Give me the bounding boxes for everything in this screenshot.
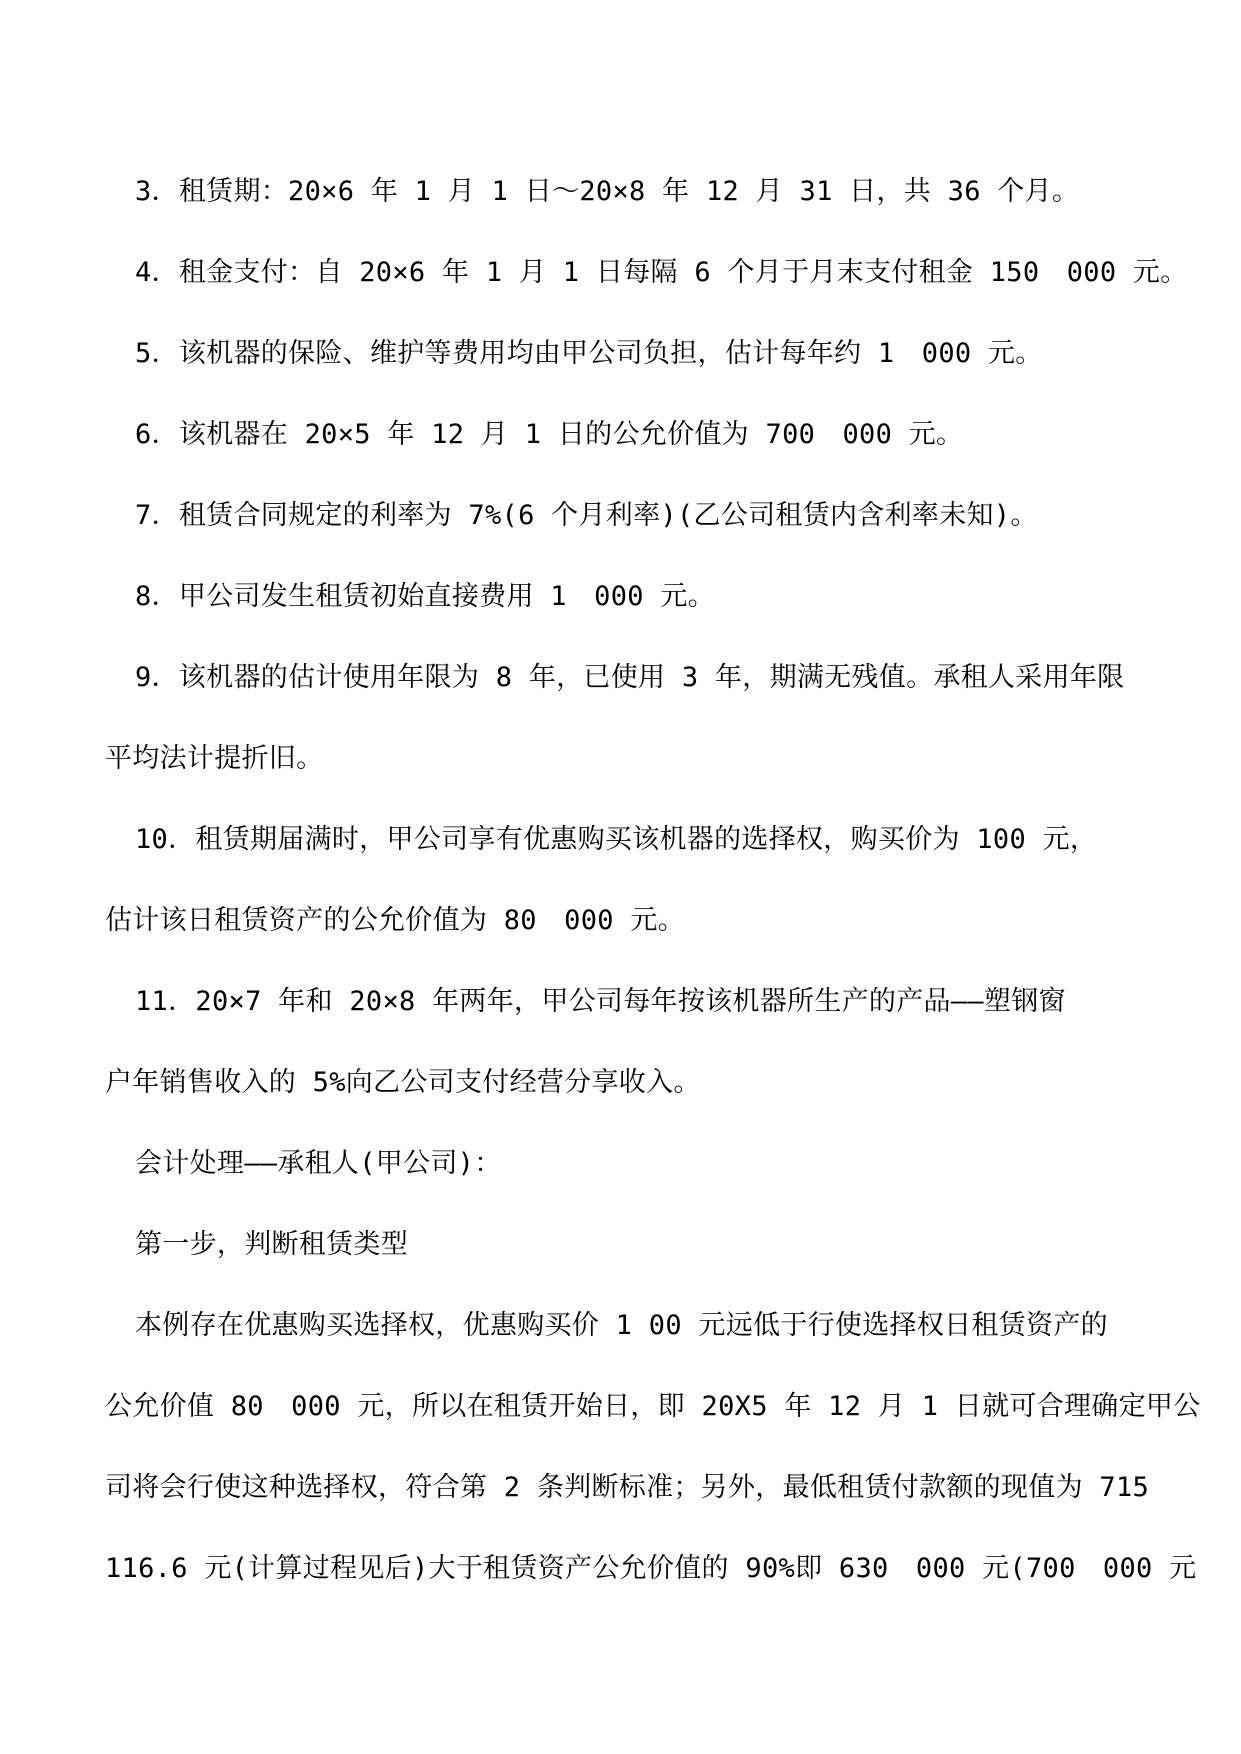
paragraph-insurance-maintenance: 5．该机器的保险、维护等费用均由甲公司负担，估计每年约 1 000 元。 — [135, 338, 1043, 369]
paragraph-purchase-option-cont: 估计该日租赁资产的公允价值为 80 000 元。 — [105, 905, 685, 936]
paragraph-rent-payment: 4．租金支付：自 20×6 年 1 月 1 日每隔 6 个月于月末支付租金 150 000 元。 — [135, 257, 1188, 288]
paragraph-analysis-2: 公允价值 80 000 元，所以在租赁开始日，即 20X5 年 12 月 1 日就可合理确定甲公 — [105, 1391, 1201, 1422]
paragraph-purchase-option: 10．租赁期届满时，甲公司享有优惠购买该机器的选择权，购买价为 100 元， — [135, 824, 1098, 855]
paragraph-initial-direct-cost: 8．甲公司发生租赁初始直接费用 1 000 元。 — [135, 581, 715, 612]
paragraph-contingent-rent-cont: 户年销售收入的 5%向乙公司支付经营分享收入。 — [105, 1067, 701, 1098]
paragraph-analysis-4: 116.6 元(计算过程见后)大于租赁资产公允价值的 90%即 630 000 元(700 000 元 — [105, 1553, 1197, 1584]
paragraph-interest-rate: 7．租赁合同规定的利率为 7%(6 个月利率)(乙公司租赁内含利率未知)。 — [135, 500, 1038, 531]
paragraph-analysis-3: 司将会行使这种选择权，符合第 2 条判断标准；另外，最低租赁付款额的现值为 715 — [105, 1472, 1150, 1503]
section-heading-accounting: 会计处理——承租人(甲公司)： — [135, 1148, 502, 1179]
paragraph-useful-life: 9．该机器的估计使用年限为 8 年，已使用 3 年，期满无残值。承租人采用年限 — [135, 662, 1125, 693]
paragraph-contingent-rent: 11．20×7 年和 20×8 年两年，甲公司每年按该机器所生产的产品——塑钢窗 — [135, 986, 1066, 1017]
paragraph-analysis-1: 本例存在优惠购买选择权，优惠购买价 1 00 元远低于行使选择权日租赁资产的 — [135, 1310, 1108, 1341]
paragraph-fair-value: 6．该机器在 20×5 年 12 月 1 日的公允价值为 700 000 元。 — [135, 419, 964, 450]
paragraph-useful-life-cont: 平均法计提折旧。 — [105, 743, 324, 774]
paragraph-lease-term: 3．租赁期：20×6 年 1 月 1 日～20×8 年 12 月 31 日，共 36 个月。 — [135, 176, 1080, 207]
section-heading-step-one: 第一步，判断租赁类型 — [135, 1229, 408, 1260]
